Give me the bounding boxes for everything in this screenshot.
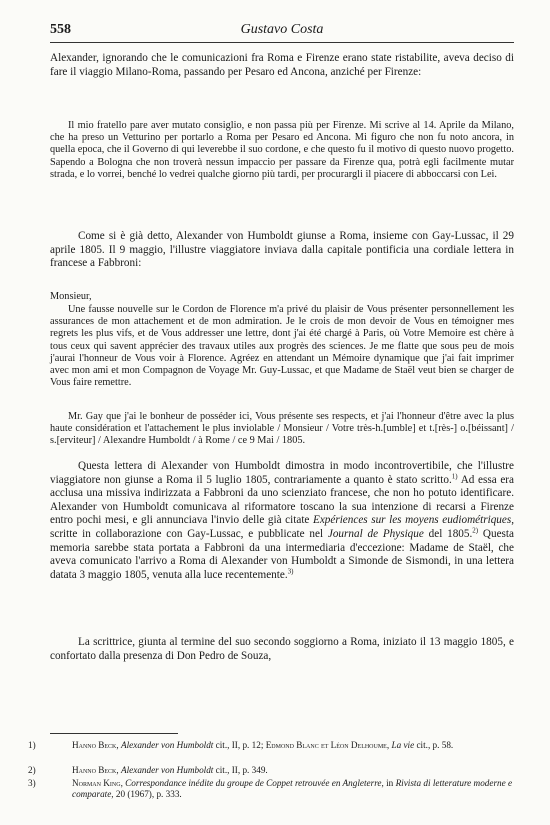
footnote-divider — [50, 733, 178, 734]
footnote-title: Alexander von Humboldt — [121, 765, 214, 775]
quoted-letter-italian: Il mio fratello pare aver mutato consiglio, e non passa più per Firenze. Mi scrive al 14. Aprile da Milano, che ha preso un Vetturino per portarlo a Roma per Pesaro ed Ancona. Mi figuro che non fu noto ancora, in quella epoca, che il Governo di qui leverebbe il suo cordone, e che questo fu il motivo di questo nuovo progetto. Sapendo a Bologna che non troverà nessun impaccio per passare da Firenze qua, potrà egli facilmente mutar strada, e lo vorrei, benché lo vedrei qualche giorno più tardi, per procurargli il piacere di abboccarsi con Lei. — [50, 120, 514, 180]
footnote-3 — [28, 778, 536, 800]
text-run: , in — [381, 778, 396, 788]
footnote-author: Hanno Beck — [72, 740, 117, 750]
text-run: , — [116, 740, 121, 750]
footnote-title: Rivista di letterature moderne e comparate — [72, 778, 513, 800]
letter-salutation: Monsieur, — [50, 291, 92, 302]
text-run: cit., II, p. 12; — [213, 740, 266, 750]
running-title: Gustavo Costa — [240, 22, 324, 37]
text-run: , — [120, 778, 126, 788]
footnote-number: 1) — [28, 740, 36, 750]
footnote-number: 3) — [28, 778, 36, 788]
text-run: Questa lettera di Alexander von Humboldt dimostra in modo incontrovertibile, che l'illustre viaggiatore non giunse a Roma il 5 luglio 1805, contrariamente a quanto è stato scritto. — [50, 460, 514, 486]
text-run: del 1805. — [423, 527, 473, 540]
text-run: Ad essa era acclusa una missiva indirizzata a Fabbroni da uno scienziato francese, che non ho potuto identificare. Alexander von Humboldt comunicava al riformatore toscano la sua intenzione di recarsi a Firenze entro pochi mesi, e gli annunciava l'invio delle già citate — [50, 473, 514, 527]
paragraph-stael-departure: La scrittrice, giunta al termine del suo secondo soggiorno a Roma, iniziato il 13 maggio 1805, e confortato dalla presenza di Don Pedro de Souza, — [50, 636, 514, 662]
text-run: cit., p. 58. — [414, 740, 454, 750]
paragraph-humboldt-arrival: Come si è già detto, Alexander von Humboldt giunse a Roma, insieme con Gay-Lussac, il 29 aprile 1805. Il 9 maggio, l'illustre viaggiatore inviava dalla capitale pontificia una cordiale lettera in francese a Fabbroni: — [50, 230, 514, 270]
footnote-number: 2) — [28, 765, 36, 775]
footnote-1 — [28, 740, 536, 751]
letter-body-first: Une fausse nouvelle sur le Cordon de Florence m'a privé du plaisir de Vous présenter personnellement les assurances de mon attachement et de mon admiration. Je le crois de mon devoir de Vous en témoigner mes regrets les plus vifs, et de Vous addresser une lettre, dont j'ai été chargé à Paris, où Votre Memoire est chère à tous ceux qui savent apprécier des travaux utiles aux progrès des sciences. Je me flatte que sous peu de mois j'aurai l'honneur de Vous voir à Florence. Agréez en attendant un Mémoire dynamique que j'ai fait imprimer avec mon ami et mon Compagnon de Voyage Mr. Guy-Lussac, et que Madame de Staël veut bien se charger de Vous faire remettre. — [50, 304, 514, 389]
footnote-author: Edmond Blanc et Léon Delhoume — [265, 740, 387, 750]
footnote-title: Correspondance inédite du groupe de Coppet retrouvée en Angleterre — [125, 778, 382, 788]
italic-title: Expériences sur les moyens eudiométriques — [312, 514, 512, 527]
text-run: , — [116, 765, 121, 775]
text-run: , — [386, 740, 392, 750]
footnote-title: Alexander von Humboldt — [121, 740, 214, 750]
footnote-author: Hanno Beck — [72, 765, 117, 775]
letter-body-second: Mr. Gay que j'ai le bonheur de posséder ici, Vous présente ses respects, et j'ai l'honneur d'être avec la plus haute considération et l'attachement le plus inviolable / Monsieur / Votre très-h.[umble] et t.[rès-] o.[béissant] / s.[erviteur] / Alexandre Humboldt / à Rome / ce 9 Mai / 1805. — [50, 411, 514, 447]
footnote-ref-3: 3) — [287, 567, 294, 576]
text-run: Questa memoria sarebbe stata portata a Fabbroni da una intermediaria d'eccezione: Madame de Staël, che aveva comunicato l'arrivo a Roma di Alexander von Humboldt a Simonde de Sismondi, in una lettera datata 3 maggio 1805, venuta alla luce recentemente. — [50, 527, 514, 581]
paragraph-letter-analysis — [50, 460, 514, 582]
text-run: , 20 (1967), p. 333. — [111, 789, 182, 800]
footnote-ref-2: 2) — [472, 526, 479, 535]
paragraph-intro: Alexander, ignorando che le comunicazioni fra Roma e Firenze erano state ristabilite, aveva deciso di fare il viaggio Milano-Roma, passando per Pesaro ed Ancona, anziché per Firenze: — [50, 52, 514, 78]
footnote-author: Norman King — [72, 778, 121, 788]
italic-title: Journal de Physique — [327, 527, 424, 540]
page-number: 558 — [50, 22, 71, 37]
text-run: cit., II, p. 349. — [213, 765, 268, 775]
text-run: , scritte in collaborazione con Gay-Lussac, e pubblicate nel — [50, 514, 514, 540]
footnote-ref-1: 1) — [451, 471, 458, 480]
footnote-title: La vie — [391, 740, 415, 750]
footnote-2 — [28, 765, 536, 776]
page-header — [50, 20, 514, 43]
